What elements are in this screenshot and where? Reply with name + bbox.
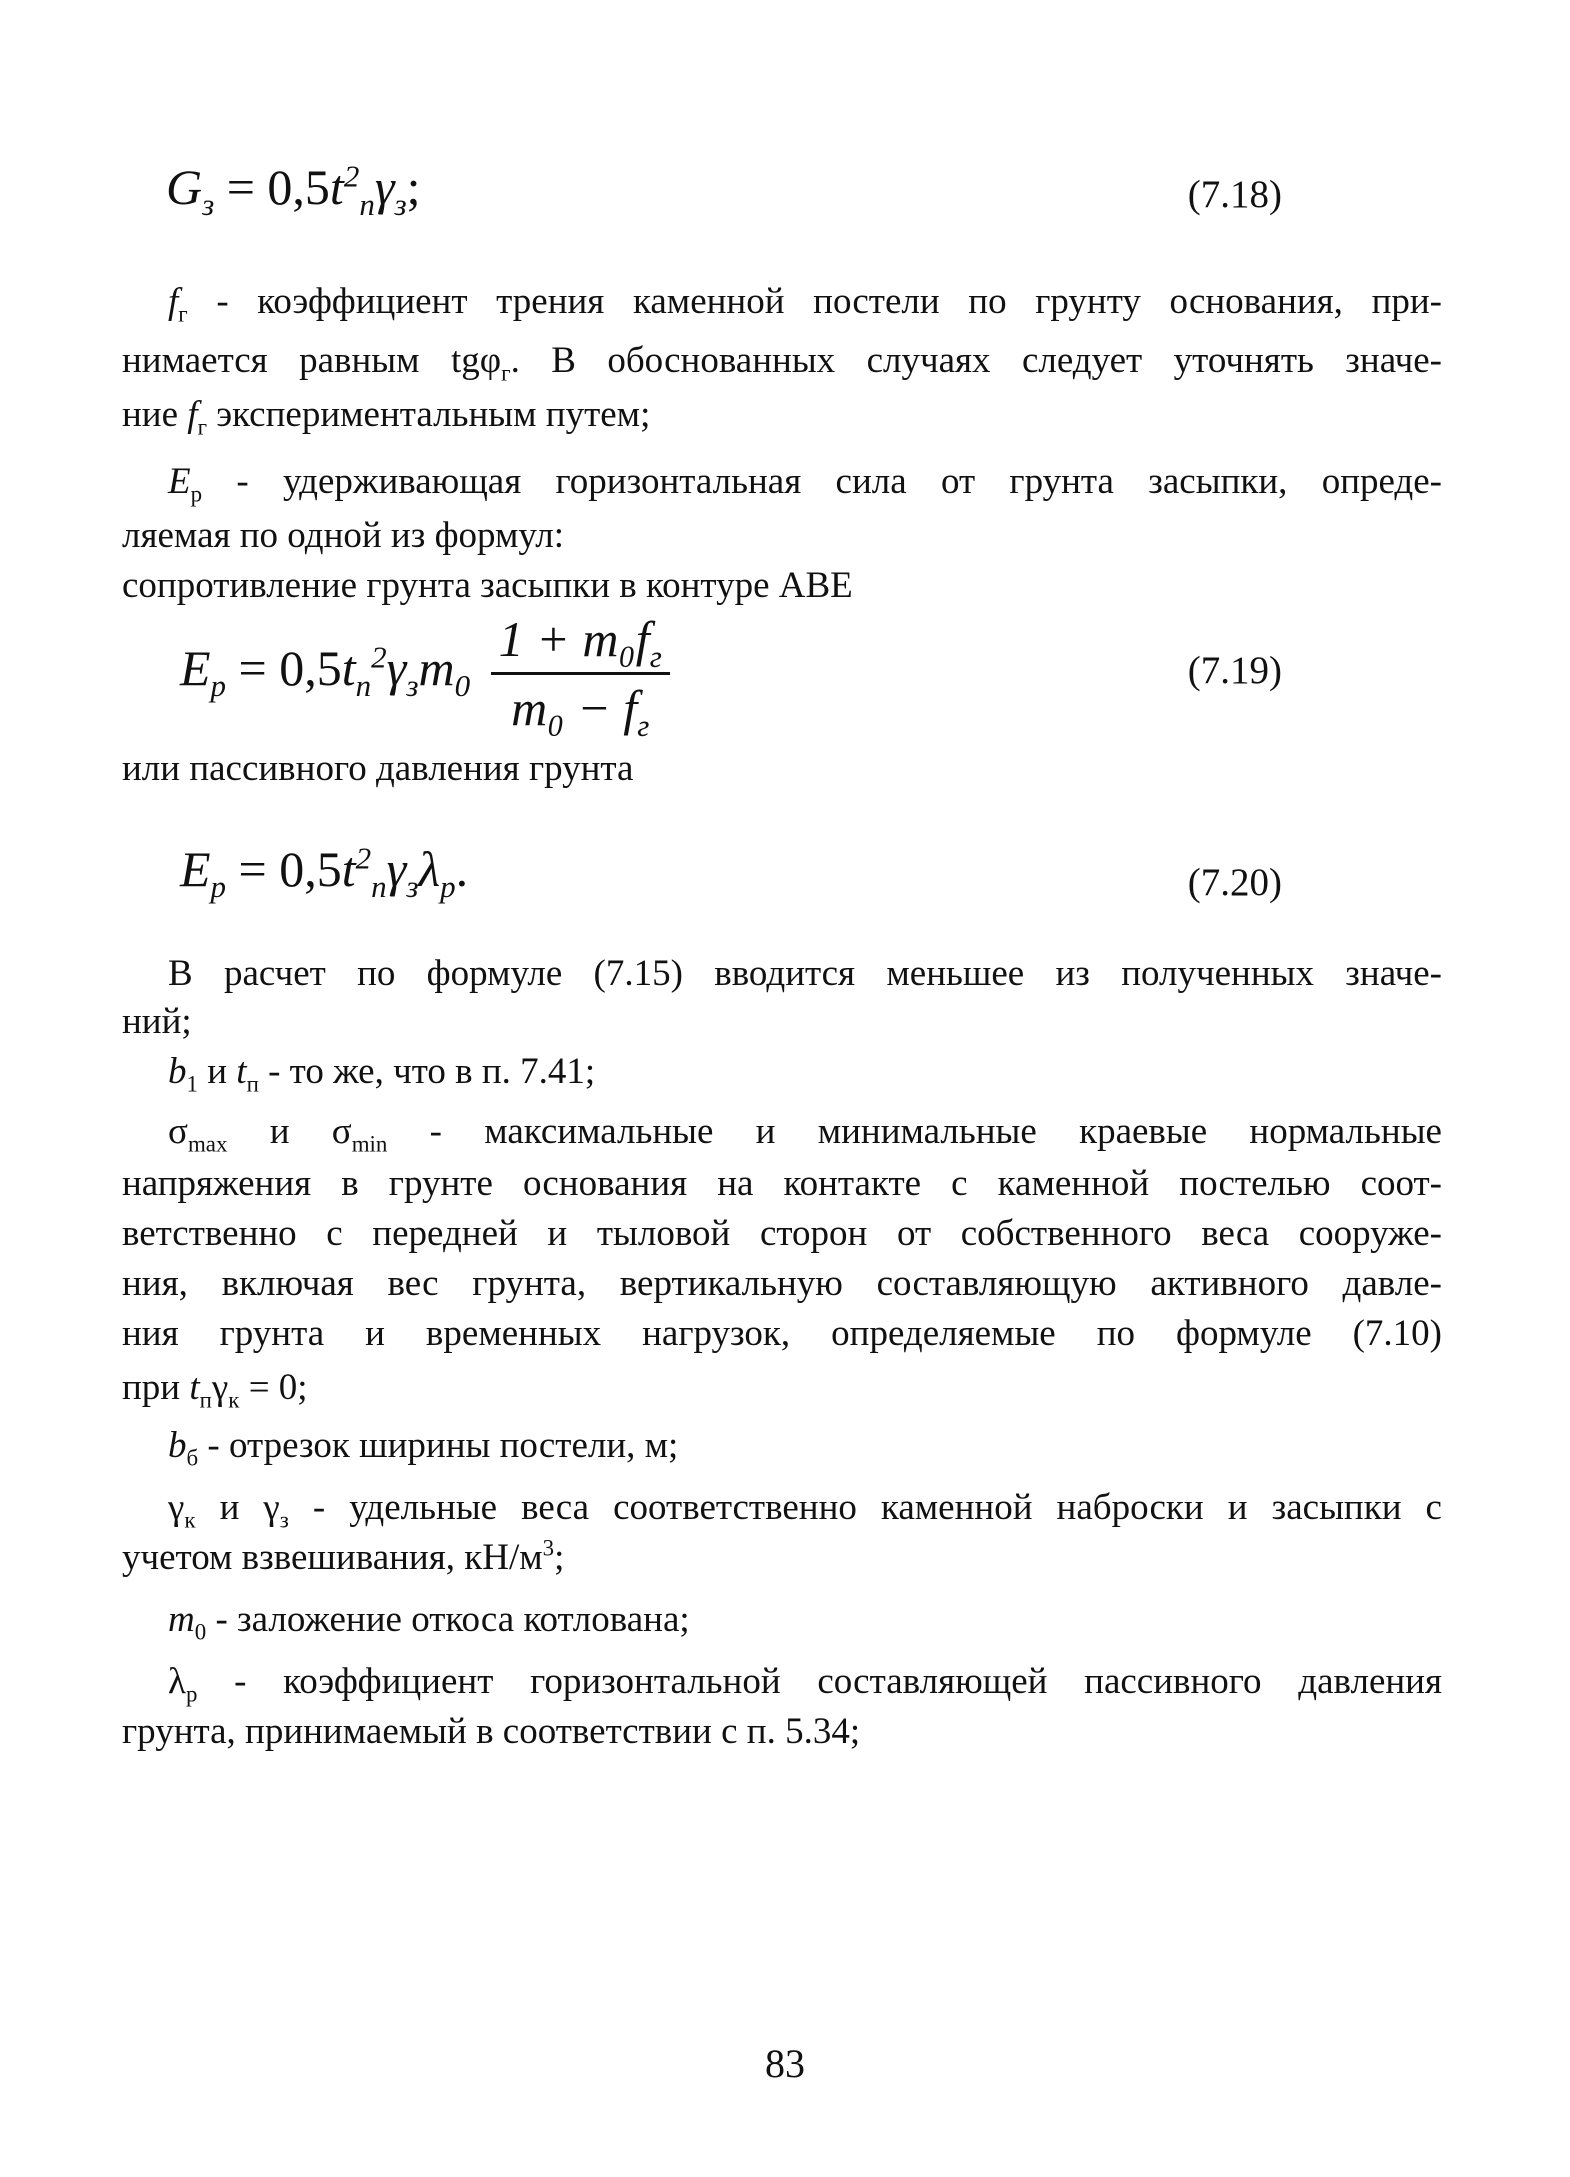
fr-definition-line-3: ние $f_г$ экспериментальным путем;: [122, 394, 651, 440]
ep-definition-line-1: $E_р$ - удерживающая горизонтальная сила от грунта засыпки, опреде-: [168, 461, 1442, 507]
sigma-definition-line-6: при $t_п\gamma_к = 0$;: [122, 1367, 308, 1413]
ep-definition-line-2: ляемая по одной из формул:: [122, 515, 565, 556]
m0-definition: $m_0$ - заложение откоса котлована;: [168, 1599, 690, 1645]
b1-definition: $b_1$ и $t_п$ - то же, что в п. 7.41;: [168, 1051, 596, 1097]
fraction-denominator: $m_0 - f_г$: [511, 680, 650, 743]
sigma-definition-line-4: ния, включая вес грунта, вертикальную составляющую активного давле-: [122, 1263, 1442, 1304]
equation-number-7-18: (7.18): [1187, 173, 1282, 216]
equation-number-7-19: (7.19): [1187, 649, 1282, 692]
fr-definition-line-1: $f_г$ - коэффициент трения каменной постели по грунту основания, при-: [168, 281, 1442, 327]
fraction-numerator: $1 + m_0f_г$: [491, 610, 670, 675]
equation-number-7-20: (7.20): [1187, 861, 1282, 904]
sigma-definition-line-2: напряжения в грунте основания на контакте с каменной постелью соот-: [122, 1163, 1442, 1204]
fr-definition-line-2: нимается равным tgφ$_г$. В обоснованных случаях следует уточнять значе-: [122, 340, 1442, 386]
sigma-definition-line-1: $\sigma_{max}$ и $\sigma_{min}$ - максимальные и минимальные краевые нормальные: [168, 1111, 1442, 1157]
sigma-definition-line-5: ния грунта и временных нагрузок, определяемые по формуле (7.10): [122, 1313, 1442, 1354]
passive-caption: или пассивного давления грунта: [122, 748, 634, 789]
sigma-definition-line-3: ветственно с передней и тыловой сторон от собственного веса сооруже-: [122, 1213, 1442, 1254]
lambda-definition-line-1: $\lambda_р$ - коэффициент горизонтальной составляющей пассивного давления: [168, 1661, 1442, 1707]
formula-7-20: $E_р = 0,5t^2_п\gamma_з\lambda_р$.: [180, 840, 469, 904]
formula-7-19: $E_р = 0,5t_п^2\gamma_зm_0$ $\frac{1 + m_0f_г}{m_0 - f_г}$: [180, 610, 670, 737]
calc-note-line-1: В расчет по формуле (7.15) вводится меньшее из полученных значе-: [168, 953, 1442, 994]
formula-7-19-fraction: [491, 610, 670, 743]
gamma-definition-line-1: $\gamma_к$ и $\gamma_з$ - удельные веса соответственно каменной наброски и засыпки с: [168, 1487, 1442, 1533]
page-number: 83: [765, 2041, 805, 2086]
lambda-definition-line-2: грунта, принимаемый в соответствии с п. 5.34;: [122, 1711, 861, 1752]
gamma-definition-line-2: учетом взвешивания, $кН/м^3$;: [122, 1535, 565, 1578]
calc-note-line-2: ний;: [122, 1001, 192, 1042]
resistance-caption: сопротивление грунта засыпки в контуре АВЕ: [122, 565, 853, 606]
b0-definition: $b_б$ - отрезок ширины постели, м;: [168, 1425, 679, 1471]
formula-7-18: $G_з = 0,5t^2_п\gamma_з$;: [166, 158, 421, 222]
